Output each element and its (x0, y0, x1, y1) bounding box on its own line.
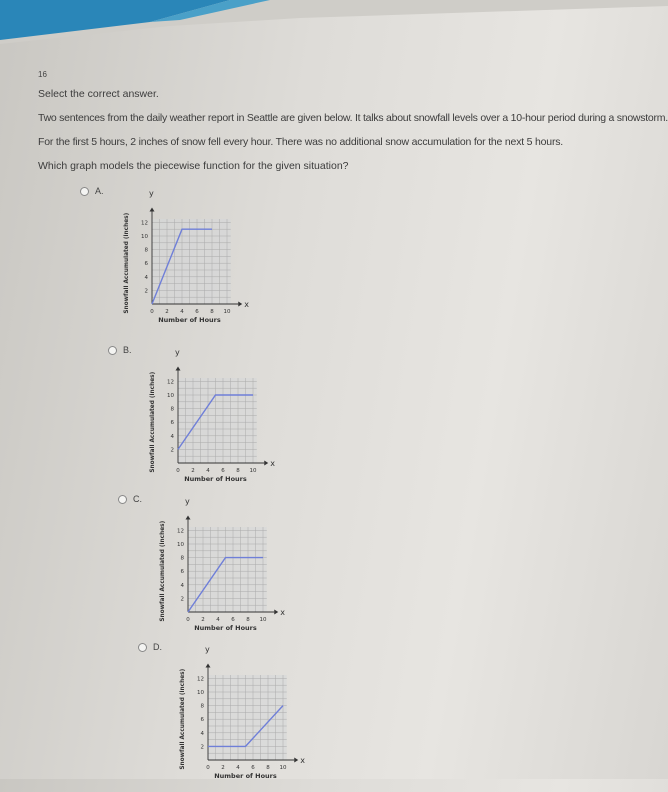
x-tick-label: 6 (195, 309, 199, 315)
x-axis-arrow (294, 758, 298, 763)
y-axis-arrow (186, 516, 191, 520)
x-axis-arrow (274, 610, 278, 615)
y-tick-label: 6 (170, 420, 174, 427)
y-tick-label: 4 (144, 274, 148, 281)
x-tick-label: 8 (236, 468, 240, 474)
x-axis-arrow (264, 461, 268, 466)
x-tick-label: 10 (223, 309, 231, 315)
x-tick-label: 0 (186, 617, 190, 623)
x-tick-label: 0 (176, 468, 180, 474)
y-tick-label: 10 (141, 234, 148, 240)
option-d-graph (174, 642, 314, 792)
y-tick-label: 10 (177, 542, 184, 548)
y-axis-label: Snowfall Accumulated (inches) (160, 520, 166, 622)
x-tick-label: 0 (150, 309, 154, 315)
x-tick-label: 4 (206, 468, 210, 474)
y-tick-label: 8 (200, 703, 204, 710)
y-tick-label: 6 (180, 569, 184, 576)
y-tick-label: 8 (144, 247, 148, 254)
y-axis-name: y (205, 645, 210, 654)
x-tick-label: 2 (165, 309, 169, 315)
option-a-radio[interactable] (80, 187, 89, 196)
y-tick-label: 8 (170, 406, 174, 413)
option-d-radio[interactable] (138, 643, 147, 652)
y-axis-arrow (176, 367, 181, 371)
option-b-label: B. (123, 345, 132, 355)
x-axis-label: Number of Hours (158, 316, 221, 324)
y-tick-label: 2 (170, 447, 174, 454)
question-number: 16 (38, 70, 47, 79)
y-axis-name: y (185, 497, 190, 506)
x-tick-label: 6 (231, 617, 235, 623)
x-tick-label: 2 (221, 765, 225, 771)
x-tick-label: 0 (206, 765, 210, 771)
y-axis-label: Snowfall Accumulated (inches) (180, 668, 186, 770)
x-tick-label: 10 (259, 617, 267, 623)
option-c-label: C. (133, 494, 142, 504)
y-tick-label: 12 (177, 528, 184, 535)
x-tick-label: 6 (251, 765, 255, 771)
option-b-radio[interactable] (108, 346, 117, 355)
graph-svg-3 (174, 642, 314, 792)
x-axis-label: Number of Hours (194, 624, 257, 632)
y-tick-label: 8 (180, 555, 184, 562)
y-axis-name: y (149, 189, 154, 198)
graph-svg-0 (118, 186, 258, 336)
x-axis-label: Number of Hours (214, 772, 277, 780)
x-tick-label: 8 (246, 617, 250, 623)
x-tick-label: 8 (266, 765, 270, 771)
x-tick-label: 4 (216, 617, 220, 623)
y-axis-label: Snowfall Accumulated (inches) (150, 371, 156, 473)
y-axis-arrow (206, 664, 211, 668)
y-tick-label: 4 (200, 730, 204, 737)
x-tick-label: 2 (191, 468, 195, 474)
question-text-line-1: Two sentences from the daily weather report in Seattle are given below. It talks about snowfall levels over a 10-hour period during a snowstorm. (38, 112, 668, 124)
x-tick-label: 4 (180, 309, 184, 315)
question-prompt: Which graph models the piecewise function for the given situation? (38, 160, 349, 172)
question-text-line-2: For the first 5 hours, 2 inches of snow fell every hour. There was no additional snow accumulation for the next 5 hours. (38, 136, 564, 148)
x-tick-label: 10 (249, 468, 257, 474)
x-axis-name: x (280, 608, 285, 617)
option-a-label: A. (95, 186, 104, 196)
option-d-label: D. (153, 642, 162, 652)
x-axis-name: x (244, 300, 249, 309)
x-tick-label: 6 (221, 468, 225, 474)
x-tick-label: 4 (236, 765, 240, 771)
y-tick-label: 4 (180, 582, 184, 589)
y-tick-label: 10 (197, 690, 204, 696)
y-tick-label: 4 (170, 433, 174, 440)
grid-background (208, 675, 287, 760)
x-tick-label: 10 (279, 765, 287, 771)
y-tick-label: 10 (167, 393, 174, 399)
grid-background (178, 378, 257, 463)
y-tick-label: 2 (200, 744, 204, 751)
x-axis-label: Number of Hours (184, 475, 247, 483)
x-axis-name: x (300, 756, 305, 765)
y-tick-label: 2 (144, 288, 148, 295)
grid-background (188, 527, 267, 612)
y-tick-label: 12 (141, 220, 148, 227)
grid-background (152, 219, 231, 304)
y-axis-arrow (150, 208, 155, 212)
y-tick-label: 6 (200, 717, 204, 724)
y-axis-label: Snowfall Accumulated (inches) (124, 212, 130, 314)
y-tick-label: 6 (144, 261, 148, 268)
x-tick-label: 8 (210, 309, 214, 315)
option-b-graph (144, 345, 284, 495)
x-axis-arrow (238, 302, 242, 307)
y-tick-label: 2 (180, 596, 184, 603)
graph-svg-2 (154, 494, 294, 644)
option-c-graph (154, 494, 294, 644)
y-tick-label: 12 (197, 676, 204, 683)
y-axis-name: y (175, 348, 180, 357)
option-a-graph (118, 186, 258, 336)
x-axis-name: x (270, 459, 275, 468)
instruction-text: Select the correct answer. (38, 88, 159, 100)
top-banner (0, 0, 668, 70)
y-tick-label: 12 (167, 379, 174, 386)
option-c-radio[interactable] (118, 495, 127, 504)
graph-svg-1 (144, 345, 284, 495)
x-tick-label: 2 (201, 617, 205, 623)
